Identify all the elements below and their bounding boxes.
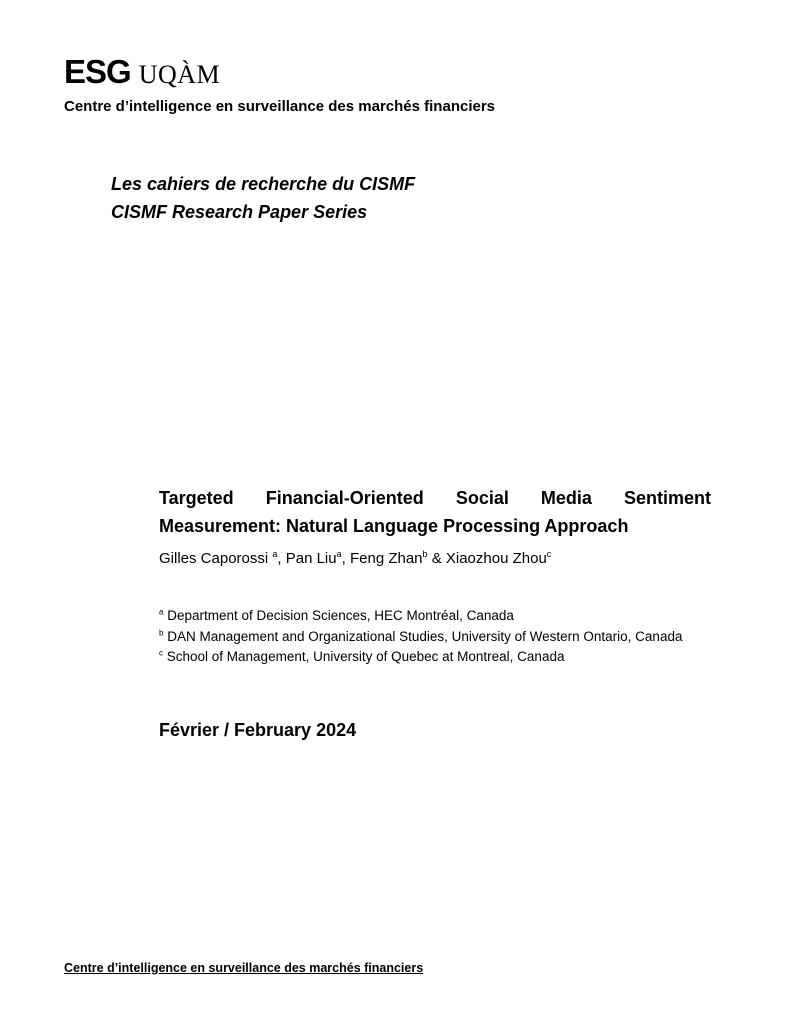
affiliation-marker: b [159,628,164,637]
title-word: Social [455,488,509,508]
paper-title [159,484,711,540]
author-affil-marker: b [422,549,428,559]
author-name: Feng Zhan [349,550,423,567]
title-word: Media [540,488,592,508]
affiliation-item [159,627,719,648]
logo-esg-text: ESG [64,53,131,90]
publication-date: Février / February 2024 [159,720,357,740]
affiliation-marker: a [159,607,164,617]
author-name: Xiaozhou Zhou [445,550,547,567]
author-name: Gilles Caporossi [159,550,273,567]
esg-uqam-logo [64,53,221,90]
affiliations [159,606,719,668]
series-title-french: Les cahiers de recherche du CISMF [111,174,416,194]
paper-title-line2: Measurement: Natural Language Processing Approach [159,516,629,536]
author-separator: & [427,550,446,567]
affiliation-text: Department of Decision Sciences, HEC Montréal, Canada [163,608,514,623]
author-name: Pan Liu [285,550,337,567]
author-affil-marker: a [272,549,278,559]
author-separator: , [341,550,350,567]
author-affil-marker: a [336,549,342,559]
series-title [111,170,415,226]
affiliation-item [159,647,719,668]
series-title-english: CISMF Research Paper Series [111,202,368,222]
title-word: Sentiment [623,488,711,508]
title-word: Targeted [159,488,234,508]
paper-title-line1 [159,484,711,512]
footer-center-name: Centre d’intelligence en surveillance des marchés financiers [64,961,424,975]
logo-uqam-text: UQÀM [138,60,221,89]
affiliation-item [159,606,719,627]
affiliation-text: School of Management, University of Quebec at Montreal, Canada [163,649,565,664]
center-name-heading: Centre d’intelligence en surveillance des marchés financiers [64,98,496,115]
author-separator: , [277,550,286,567]
affiliation-marker: c [159,648,163,658]
author-affil-marker: c [546,549,552,559]
author-list [159,550,551,567]
affiliation-text: DAN Management and Organizational Studies, University of Western Ontario, Canada [163,628,683,644]
title-word: Financial-Oriented [265,488,424,508]
